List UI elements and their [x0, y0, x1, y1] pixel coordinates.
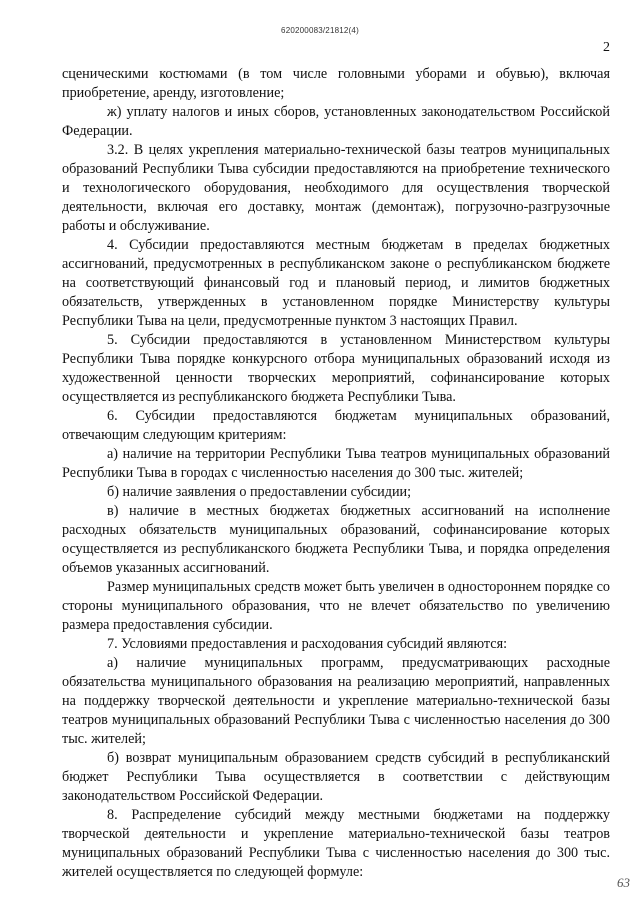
paragraph-8: 8. Распределение субсидий между местными бюджетами на поддержку творческой деятельности и укрепление материально-технической базы театров муниципальных образований Республики Тыва с численностью населения до 300 тыс. жителей осуществляется по следующей формуле: — [62, 807, 610, 880]
paragraph-municipal-funds: Размер муниципальных средств может быть увеличен в одностороннем порядке со стороны муниципального образования, что не влечет обязательство по увеличению размера предоставления субсидии. — [62, 579, 610, 633]
paragraph-7: 7. Условиями предоставления и расходования субсидий являются: — [107, 636, 508, 652]
paragraph-item-zh: ж) уплату налогов и иных сборов, установленных законодательством Российской Федерации. — [62, 104, 610, 139]
paragraph-6-a: а) наличие на территории Республики Тыва театров муниципальных образований Республики Тыва в городах с численностью населения до 300 тыс. жителей; — [62, 446, 610, 481]
paragraph-6-b: б) наличие заявления о предоставлении субсидии; — [107, 484, 412, 500]
paragraph-7-a: а) наличие муниципальных программ, предусматривающих расходные обязательства муниципального образования на реализацию мероприятий, направленных на поддержку творческой деятельности и укрепление материально-технической базы театров муниципальных образований Республики Тыва с численностью населения до 300 тыс. жителей; — [62, 655, 610, 747]
paragraph-4: 4. Субсидии предоставляются местным бюджетам в пределах бюджетных ассигнований, предусмотренных в республиканском законе о республиканском бюджете на соответствующий финансовый год и плановый период, и лимитов бюджетных обязательств, утвержденных в установленном порядке Министерству культуры Республики Тыва на цели, предусмотренные пунктом 3 настоящих Правил. — [62, 237, 610, 329]
document-body — [62, 65, 610, 882]
paragraph-3-2: 3.2. В целях укрепления материально-технической базы театров муниципальных образований Республики Тыва субсидии предоставляются на приобретение технического и технологического оборудования, необходимого для осуществления творческой деятельности, включая его доставку, монтаж (демонтаж), погрузочно-разгрузочные работы и обслуживание. — [62, 142, 610, 234]
page-number: 2 — [603, 40, 610, 55]
paragraph-6-v: в) наличие в местных бюджетах бюджетных ассигнований на исполнение расходных обязательств муниципальных образований, софинансирование которых осуществляется из республиканского бюджета Республики Тыва, и порядка определения объемов указанных ассигнований. — [62, 503, 610, 576]
paragraph-5: 5. Субсидии предоставляются в установленном Министерством культуры Республики Тыва порядке конкурсного отбора муниципальных образований исходя из художественной ценности творческих мероприятий, софинансирование которых осуществляется из республиканского бюджета Республики Тыва. — [62, 332, 610, 405]
handwritten-mark: 63 — [617, 875, 630, 890]
paragraph-6: 6. Субсидии предоставляются бюджетам муниципальных образований, отвечающим следующим критериям: — [62, 408, 610, 443]
document-id: 620200083/21812(4) — [281, 26, 359, 35]
paragraph-continuation: сценическими костюмами (в том числе головными уборами и обувью), включая приобретение, аренду, изготовление; — [62, 66, 610, 101]
paragraph-7-b: б) возврат муниципальным образованием средств субсидий в республиканский бюджет Республики Тыва осуществляется в соответствии с действующим законодательством Российской Федерации. — [62, 750, 610, 804]
